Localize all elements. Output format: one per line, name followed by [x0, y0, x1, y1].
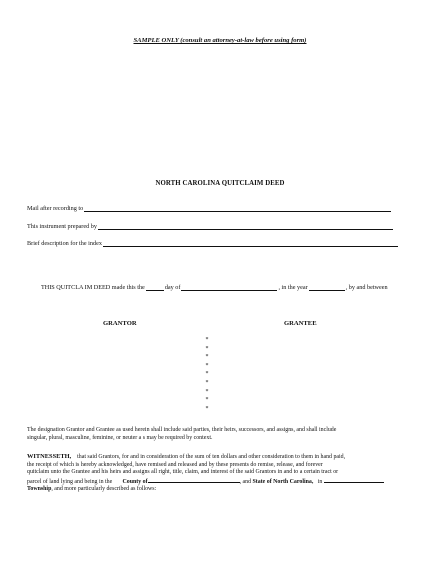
grantor-heading: GRANTOR: [103, 320, 137, 327]
mail-after-recording-field: [27, 205, 391, 212]
star-mark: *: [205, 345, 209, 352]
deed-between-text: , by and between: [345, 284, 388, 291]
location-text: in: [317, 478, 323, 485]
location-text: , and: [239, 478, 252, 485]
star-mark: *: [205, 379, 209, 386]
township-label: Township: [27, 486, 52, 493]
county-label: County of: [122, 478, 148, 485]
mail-after-recording-line[interactable]: [84, 205, 391, 212]
grantee-heading: GRANTEE: [284, 320, 317, 327]
witnesseth-text: , and more particularly described as follows:: [51, 486, 157, 493]
star-divider: [200, 336, 214, 413]
witnesseth-line: [27, 453, 417, 462]
witnesseth-line: the receipt of which is hereby acknowledged, have remised and released and by these presents do remise, release, and forever: [27, 461, 323, 468]
deed-sentence: [41, 284, 388, 291]
field-label: Brief description for the index: [27, 240, 102, 247]
witnesseth-line: quitclaim unto the Grantee and his heirs and assigns all right, title, claim, and interest of the said Grantors in and to a certain tract or: [27, 469, 339, 476]
deed-month-line[interactable]: [181, 284, 277, 291]
star-mark: *: [205, 397, 209, 404]
county-line[interactable]: [148, 477, 240, 483]
index-description-field: [27, 240, 398, 247]
deed-day-text: day of: [164, 284, 181, 291]
field-label: This instrument prepared by: [27, 223, 97, 230]
prepared-by-line[interactable]: [98, 223, 393, 230]
page-title: NORTH CAROLINA QUITCLAIM DEED: [155, 180, 285, 187]
star-mark: *: [205, 405, 209, 412]
designation-line: The designation Grantor and Grantee as used herein shall include said parties, their heirs, successors, and assigns, and shall include: [27, 427, 337, 433]
star-mark: *: [205, 354, 209, 361]
witnesseth-paragraph: [27, 453, 417, 494]
witnesseth-location-line: [27, 477, 417, 487]
witnesseth-lead: WITNESSETH,: [27, 453, 72, 460]
state-label: State of North Carolina,: [252, 478, 314, 485]
deed-intro-text: THIS QUITCLA IM DEED made this the: [41, 284, 145, 291]
deed-day-line[interactable]: [146, 284, 164, 291]
sample-notice: SAMPLE ONLY (consult an attorney-at-law before using form): [133, 37, 307, 44]
star-mark: *: [205, 362, 209, 369]
location-text: parcel of land lying and being in the: [27, 478, 113, 485]
designation-line: singular, plural, masculine, feminine, or neuter a s may be required by context.: [27, 434, 213, 441]
deed-year-text: , in the year: [278, 284, 308, 291]
witnesseth-township-line: [27, 486, 417, 494]
star-mark: *: [205, 388, 209, 395]
field-label: Mail after recording to: [27, 205, 84, 212]
prepared-by-field: [27, 223, 393, 230]
index-description-line[interactable]: [103, 240, 398, 247]
star-mark: *: [205, 337, 209, 343]
witnesseth-text: that said Grantors, for and in consideration of the sum of ten dollars and other consideration to them in hand paid,: [77, 454, 346, 460]
designation-paragraph: [27, 427, 417, 442]
township-line[interactable]: [324, 477, 384, 483]
deed-year-line[interactable]: [309, 284, 345, 291]
star-mark: *: [205, 371, 209, 378]
